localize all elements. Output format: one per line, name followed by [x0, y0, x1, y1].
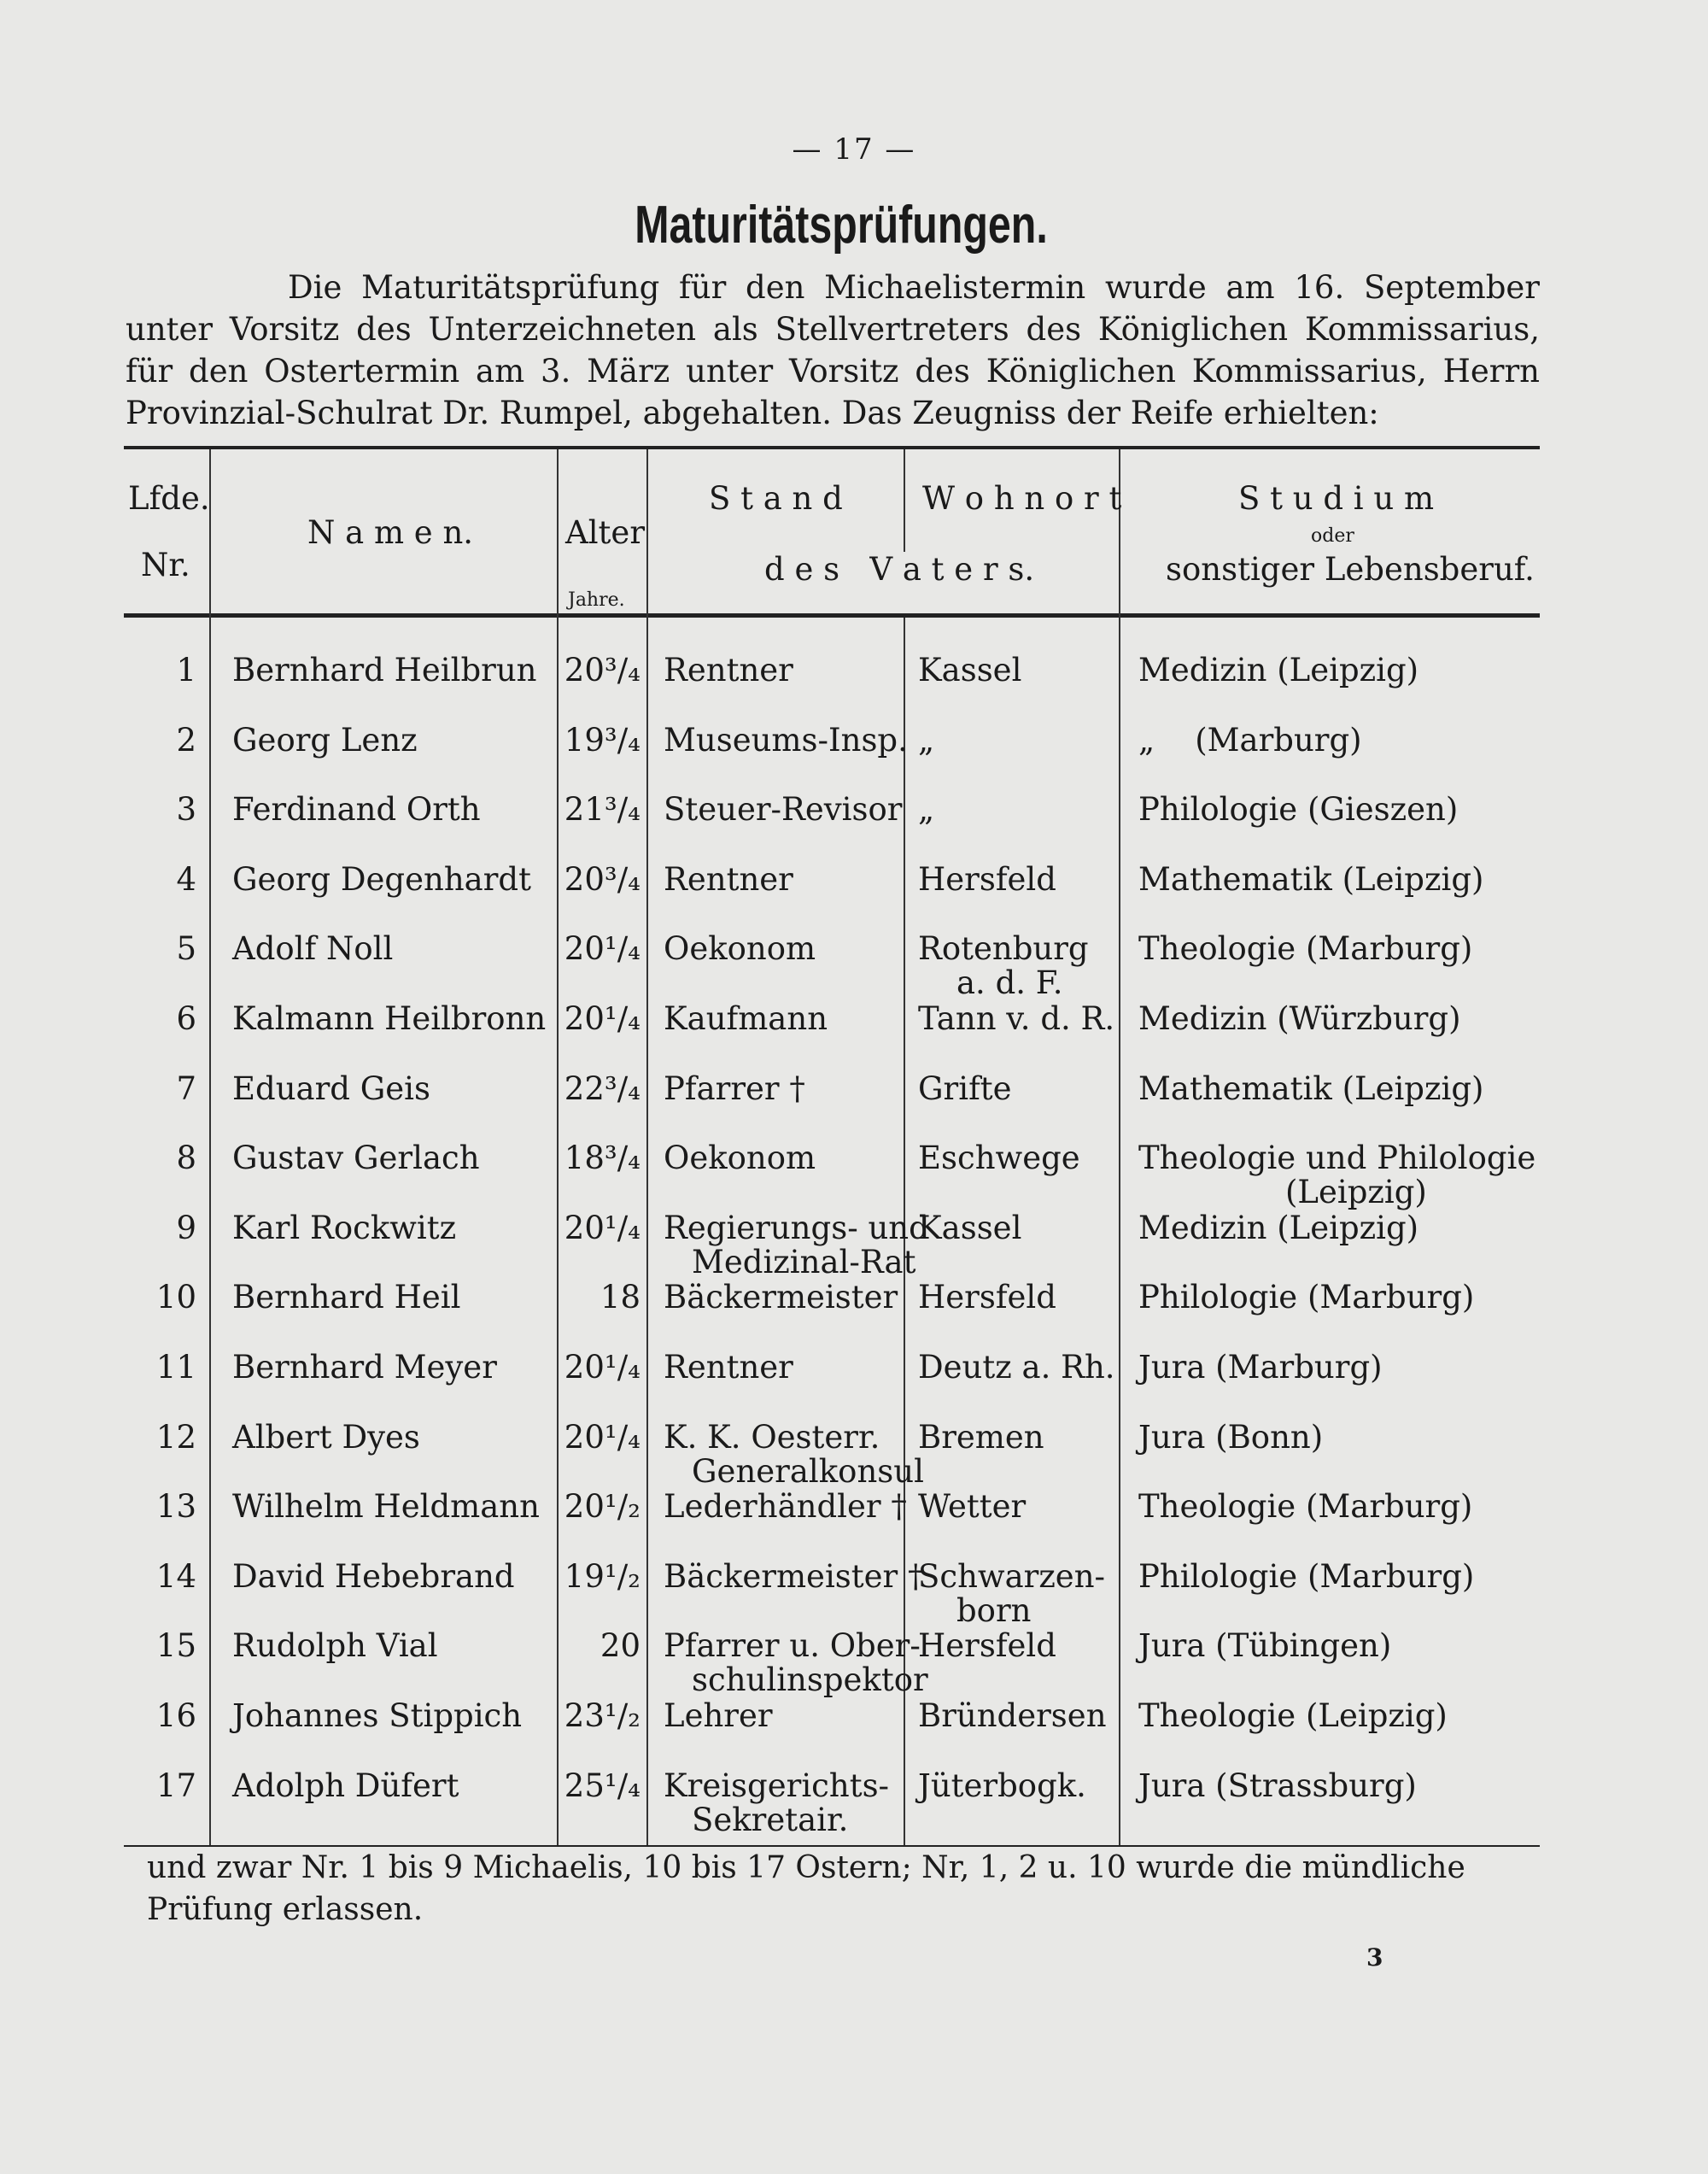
col-divider-nr [209, 449, 211, 1845]
cell-nr: 9 [176, 1209, 196, 1246]
cell-nr: 16 [155, 1697, 196, 1734]
cell-stand-continuation: schulinspektor [692, 1661, 928, 1699]
cell-alter: 23¹/₂ [564, 1697, 640, 1734]
cell-studium: Mathematik (Leipzig) [1138, 860, 1484, 898]
header-nr-1: Lfde. [128, 480, 210, 517]
cell-nr: 3 [176, 791, 196, 829]
header-beruf: sonstiger Lebensberuf. [1166, 551, 1535, 588]
cell-nr: 14 [155, 1557, 196, 1595]
cell-studium: Jura (Tübingen) [1138, 1627, 1392, 1665]
col-divider-alter [646, 449, 648, 1845]
table-top-rule [124, 446, 1540, 449]
cell-wohnort-continuation: a. d. F. [956, 964, 1063, 1002]
page-number: — 17 — [792, 132, 916, 167]
cell-stand: Lehrer [664, 1697, 773, 1734]
cell-alter: 21³/₄ [564, 791, 640, 829]
cell-stand-continuation: Sekretair. [692, 1801, 849, 1838]
cell-stand: Rentner [664, 1349, 793, 1386]
cell-alter: 18 [600, 1279, 640, 1316]
cell-alter: 18³/₄ [564, 1140, 640, 1177]
cell-alter: 20¹/₄ [564, 1000, 640, 1037]
cell-name: Adolph Düfert [232, 1767, 459, 1804]
cell-nr: 11 [155, 1349, 196, 1386]
cell-studium: Medizin (Leipzig) [1138, 652, 1419, 689]
cell-name: Gustav Gerlach [232, 1140, 480, 1177]
cell-wohnort: Hersfeld [918, 860, 1056, 898]
cell-wohnort: Bründersen [918, 1697, 1107, 1734]
cell-name: Kalmann Heilbronn [232, 1000, 547, 1037]
cell-studium: Philologie (Gieszen) [1138, 791, 1459, 829]
cell-wohnort: Rotenburg [918, 930, 1089, 968]
cell-wohnort: Tann v. d. R. [918, 1000, 1115, 1037]
cell-stand: Oekonom [664, 930, 816, 968]
cell-alter: 25¹/₄ [564, 1767, 640, 1804]
cell-stand: K. K. Oesterr. [664, 1418, 880, 1456]
col-divider-wohnort [1119, 449, 1120, 1845]
cell-stand: Kaufmann [664, 1000, 828, 1037]
cell-stand: Bäckermeister [664, 1279, 898, 1316]
cell-wohnort: Schwarzen- [918, 1557, 1106, 1595]
cell-stand: Rentner [664, 860, 793, 898]
cell-nr: 15 [155, 1627, 196, 1665]
header-name: N a m e n. [307, 514, 474, 551]
cell-alter: 19³/₄ [564, 721, 640, 759]
cell-nr: 12 [155, 1418, 196, 1456]
cell-name: Bernhard Heil [232, 1279, 461, 1316]
header-jahre: Jahre. [568, 589, 625, 611]
cell-studium: „ (Marburg) [1138, 721, 1362, 759]
table-header-rule [124, 613, 1540, 618]
cell-studium-continuation: (Leipzig) [1285, 1174, 1427, 1211]
header-nr-2: Nr. [141, 547, 190, 583]
footer-note: und zwar Nr. 1 bis 9 Michaelis, 10 bis 17 Ostern; Nr, 1, 2 u. 10 wurde die mündliche Prüfung erlassen. [147, 1850, 1465, 1927]
cell-stand: Bäckermeister † [664, 1557, 924, 1595]
header-des-vaters: d e s V a t e r s. [764, 551, 1035, 588]
cell-stand: Pfarrer u. Ober- [664, 1627, 921, 1665]
intro-paragraph: Die Maturitätsprüfung für den Michaelistermin wurde am 16. September unter Vorsitz des Unterzeichneten als Stellvertreters des Königlichen Kommissarius, für den Ostertermin am 3. März unter Vorsitz des Königlichen Kommissarius, Herrn Provinzial-Schulrat Dr. Rumpel, abgehalten. Das Zeugniss der Reife erhielten: [126, 269, 1540, 431]
cell-name: David Hebebrand [232, 1557, 515, 1595]
cell-name: Bernhard Heilbrun [232, 652, 537, 689]
cell-studium: Medizin (Leipzig) [1138, 1209, 1419, 1246]
cell-alter: 22³/₄ [564, 1069, 640, 1107]
cell-name: Rudolph Vial [232, 1627, 438, 1665]
cell-wohnort: Hersfeld [918, 1627, 1056, 1665]
cell-studium: Jura (Bonn) [1138, 1418, 1324, 1456]
cell-name: Adolf Noll [232, 930, 394, 968]
cell-name: Albert Dyes [232, 1418, 420, 1456]
cell-name: Johannes Stippich [232, 1697, 523, 1734]
cell-wohnort: Eschwege [918, 1140, 1080, 1177]
cell-wohnort: Bremen [918, 1418, 1044, 1456]
cell-stand: Rentner [664, 652, 793, 689]
col-divider-name [557, 449, 559, 1845]
cell-nr: 1 [176, 652, 196, 689]
cell-studium: Jura (Marburg) [1138, 1349, 1383, 1386]
cell-alter: 20¹/₄ [564, 1418, 640, 1456]
header-oder: oder [1311, 525, 1354, 547]
cell-studium: Jura (Strassburg) [1138, 1767, 1417, 1804]
cell-nr: 6 [176, 1000, 196, 1037]
cell-wohnort: „ [918, 721, 935, 759]
header-stand: S t a n d [709, 480, 843, 517]
cell-nr: 4 [176, 860, 196, 898]
cell-stand: Lederhändler † [664, 1488, 907, 1526]
cell-stand: Regierungs- und [664, 1209, 929, 1246]
header-studium: S t u d i u m [1238, 480, 1435, 517]
cell-alter: 20³/₄ [564, 860, 640, 898]
col-divider-stand [904, 449, 905, 552]
cell-name: Georg Lenz [232, 721, 418, 759]
cell-wohnort: „ [918, 791, 935, 829]
cell-stand: Pfarrer † [664, 1069, 805, 1107]
cell-nr: 8 [176, 1140, 196, 1177]
cell-name: Eduard Geis [232, 1069, 430, 1107]
cell-wohnort: Deutz a. Rh. [918, 1349, 1115, 1386]
cell-name: Ferdinand Orth [232, 791, 481, 829]
cell-wohnort-continuation: born [956, 1591, 1032, 1629]
cell-name: Georg Degenhardt [232, 860, 531, 898]
cell-nr: 17 [155, 1767, 196, 1804]
cell-nr: 5 [176, 930, 196, 968]
cell-nr: 10 [155, 1279, 196, 1316]
cell-alter: 19¹/₂ [564, 1557, 640, 1595]
cell-stand: Kreisgerichts- [664, 1767, 890, 1804]
cell-stand: Steuer-Revisor [664, 791, 903, 829]
cell-studium: Mathematik (Leipzig) [1138, 1069, 1484, 1107]
cell-studium: Philologie (Marburg) [1138, 1557, 1475, 1595]
cell-name: Karl Rockwitz [232, 1209, 457, 1246]
cell-studium: Theologie (Marburg) [1138, 1488, 1473, 1526]
cell-nr: 7 [176, 1069, 196, 1107]
cell-wohnort: Hersfeld [918, 1279, 1056, 1316]
header-alter: Alter [565, 514, 646, 551]
cell-alter: 20³/₄ [564, 652, 640, 689]
cell-alter: 20¹/₄ [564, 930, 640, 968]
cell-stand-continuation: Medizinal-Rat [692, 1243, 916, 1280]
signature-mark: 3 [1366, 1943, 1383, 1972]
cell-stand: Museums-Insp. [664, 721, 908, 759]
cell-wohnort: Jüterbogk. [918, 1767, 1086, 1804]
cell-alter: 20¹/₂ [564, 1488, 640, 1526]
cell-wohnort: Wetter [918, 1488, 1027, 1526]
cell-wohnort: Kassel [918, 652, 1022, 689]
cell-name: Bernhard Meyer [232, 1349, 497, 1386]
cell-wohnort: Kassel [918, 1209, 1022, 1246]
cell-stand: Oekonom [664, 1140, 816, 1177]
cell-alter: 20¹/₄ [564, 1349, 640, 1386]
cell-nr: 13 [155, 1488, 196, 1526]
cell-wohnort: Grifte [918, 1069, 1012, 1107]
cell-stand-continuation: Generalkonsul [692, 1452, 924, 1490]
cell-alter: 20¹/₄ [564, 1209, 640, 1246]
cell-name: Wilhelm Heldmann [232, 1488, 540, 1526]
cell-studium: Theologie (Leipzig) [1138, 1697, 1448, 1734]
cell-studium: Theologie und Philologie [1138, 1140, 1536, 1177]
cell-nr: 2 [176, 721, 196, 759]
header-wohnort: W o h n o r t [922, 480, 1122, 517]
cell-studium: Theologie (Marburg) [1138, 930, 1473, 968]
cell-studium: Medizin (Würzburg) [1138, 1000, 1461, 1037]
cell-studium: Philologie (Marburg) [1138, 1279, 1475, 1316]
page-title: Maturitätsprüfungen. [635, 196, 1048, 255]
cell-alter: 20 [600, 1627, 640, 1665]
